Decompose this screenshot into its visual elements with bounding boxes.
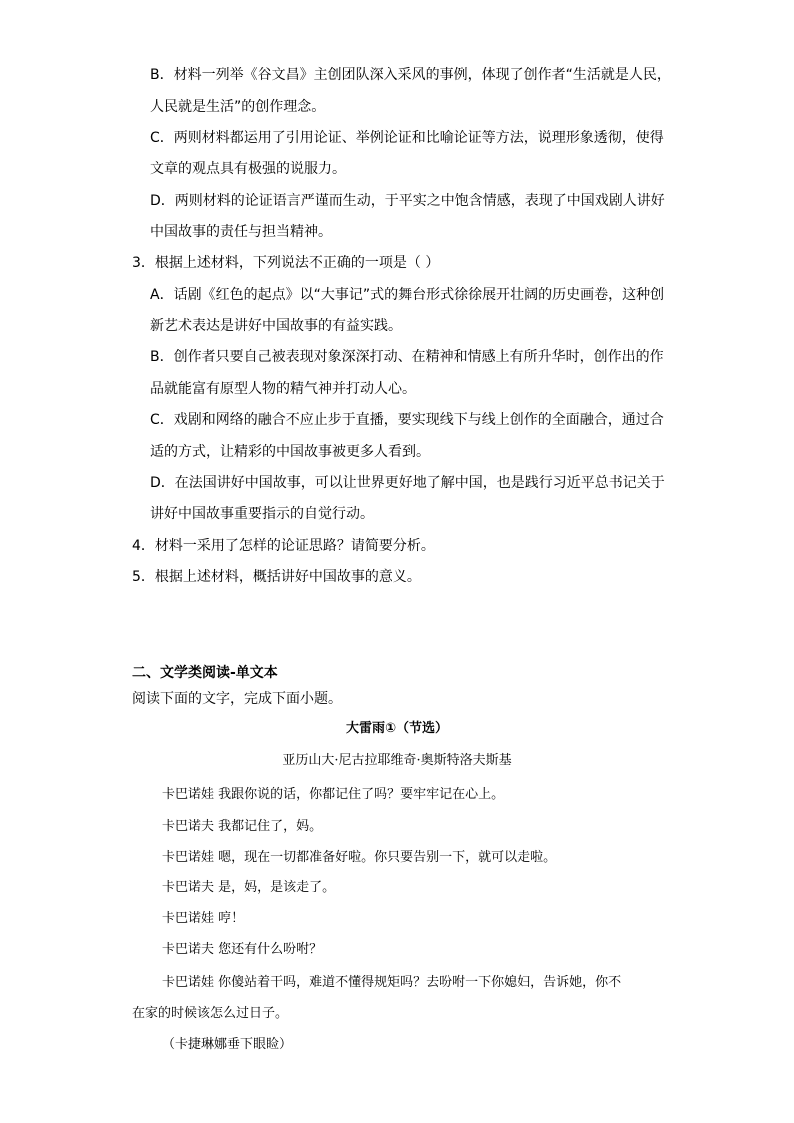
passage-author: 亚历山大·尼古拉耶维奇·奥斯特洛夫斯基: [282, 753, 512, 768]
q2-option-b-line1: B．材料一列举《谷文昌》主创团队深入采风的事例，体现了创作者“生活就是人民，: [150, 67, 671, 83]
dialogue-line: 卡巴诺娃 哼！: [162, 911, 245, 926]
dialogue-line: 卡巴诺夫 我都记住了，妈。: [162, 819, 323, 834]
q3-option-d-line2: 讲好中国故事重要指示的自觉行动。: [150, 506, 374, 522]
q5-stem: 5．根据上述材料，概括讲好中国故事的意义。: [132, 569, 421, 585]
q2-option-c-line2: 文章的观点具有极强的说服力。: [150, 161, 346, 177]
dialogue-line: 卡巴诺夫 您还有什么吩咐？: [162, 942, 323, 957]
passage-title: 大雷雨①（节选）: [345, 721, 448, 736]
q2-option-c-line1: C．两则材料都运用了引用论证、举例论证和比喻论证等方法，说理形象透彻，使得: [150, 130, 664, 146]
q2-option-d-line2: 中国故事的责任与担当精神。: [150, 224, 332, 240]
q3-option-a-line2: 新艺术表达是讲好中国故事的有益实践。: [150, 318, 402, 334]
section-instruction: 阅读下面的文字，完成下面小题。: [132, 691, 342, 707]
dialogue-line: 卡巴诺娃 嗯，现在一切都准备好啦。你只要告别一下，就可以走啦。: [162, 850, 557, 865]
q3-stem: 3．根据上述材料，下列说法不正确的一项是（ ）: [132, 255, 440, 271]
q3-option-c-line1: C．戏剧和网络的融合不应止步于直播，要实现线下与线上创作的全面融合，通过合: [150, 412, 664, 428]
dialogue-line: 卡巴诺娃 我跟你说的话，你都记住了吗？要牢牢记在心上。: [162, 787, 505, 802]
dialogue-line: 卡巴诺娃 你傻站着干吗，难道不懂得规矩吗？去吩咐一下你媳妇，告诉她，你不: [162, 975, 622, 990]
section-heading: 二、文学类阅读-单文本: [132, 665, 278, 681]
q3-option-b-line2: 品就能富有原型人物的精气神并打动人心。: [150, 381, 416, 397]
dialogue-line: 卡巴诺夫 是，妈，是该走了。: [162, 880, 336, 895]
q3-option-d-line1: D．在法国讲好中国故事，可以让世界更好地了解中国，也是践行习近平总书记关于: [150, 475, 665, 491]
dialogue-line-continued: 在家的时候该怎么过日子。: [132, 1006, 289, 1021]
q3-option-b-line1: B．创作者只要自己被表现对象深深打动、在精神和情感上有所升华时，创作出的作: [150, 349, 664, 365]
q2-option-d-line1: D．两则材料的论证语言严谨而生动，于平实之中饱含情感，表现了中国戏剧人讲好: [150, 193, 665, 209]
q3-option-a-line1: A．话剧《红色的起点》以“大事记”式的舞台形式徐徐展开壮阔的历史画卷，这种创: [150, 287, 665, 303]
q3-option-c-line2: 适的方式，让精彩的中国故事被更多人看到。: [150, 444, 430, 460]
q2-option-b-line2: 人民就是生活”的创作理念。: [150, 99, 326, 115]
q4-stem: 4．材料一采用了怎样的论证思路？请简要分析。: [132, 538, 435, 554]
stage-direction: （卡捷琳娜垂下眼睑）: [162, 1037, 293, 1052]
